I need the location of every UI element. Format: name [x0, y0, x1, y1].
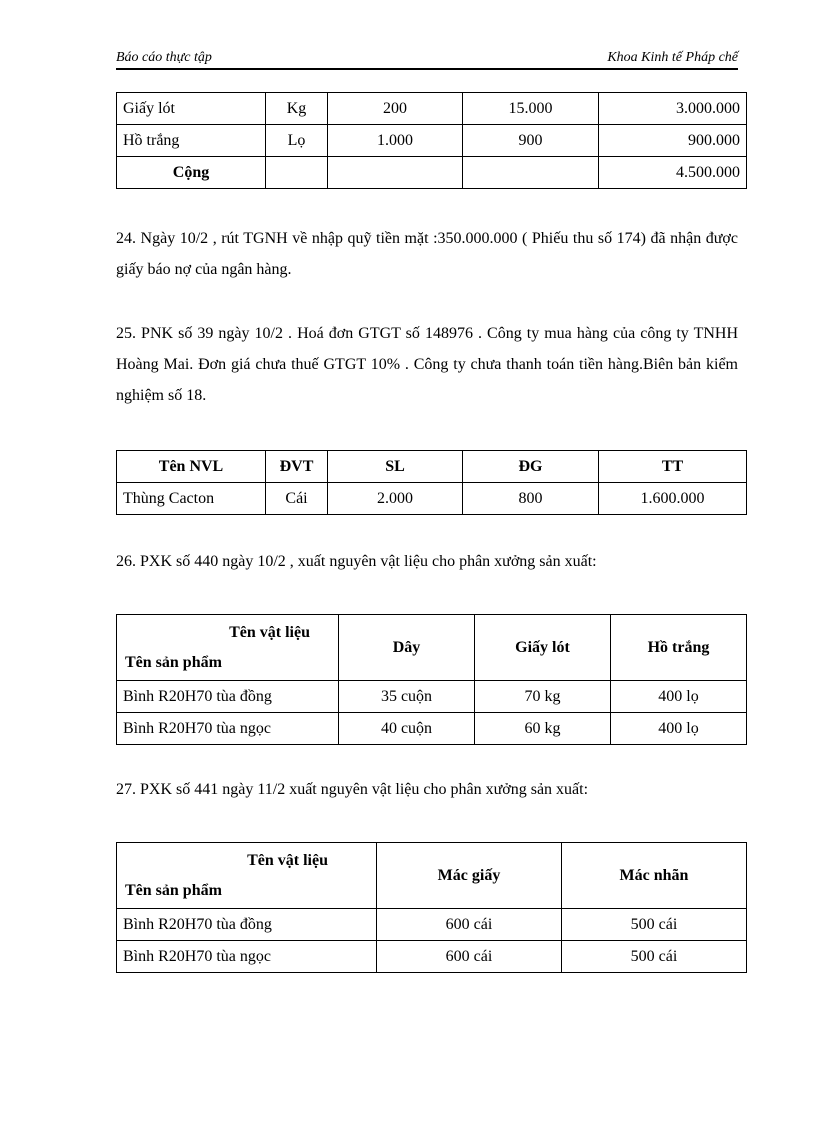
- corner-header-bottom: Tên sản phẩm: [125, 881, 222, 899]
- table-row: [117, 93, 747, 125]
- table-row: [117, 909, 747, 941]
- paragraph-24: 24. Ngày 10/2 , rút TGNH về nhập quỹ tiền mặt :350.000.000 ( Phiếu thu số 174) đã nhận được giấy báo nợ của ngân hàng.: [116, 230, 738, 278]
- table-cell: 900: [463, 125, 599, 157]
- column-header: Mác giấy: [377, 843, 562, 909]
- column-header: ĐVT: [266, 451, 328, 483]
- table-row: [117, 941, 747, 973]
- corner-header: [117, 615, 339, 681]
- total-value: 4.500.000: [599, 157, 747, 189]
- table-cell: Bình R20H70 tùa ngọc: [117, 941, 377, 973]
- table-cell: 900.000: [599, 125, 747, 157]
- column-header: TT: [599, 451, 747, 483]
- corner-header: [117, 843, 377, 909]
- table-cell: 3.000.000: [599, 93, 747, 125]
- table-cell: Thùng Cacton: [117, 483, 266, 515]
- table-cell: [266, 157, 328, 189]
- table-cell: Giấy lót: [117, 93, 266, 125]
- column-header: Mác nhãn: [562, 843, 747, 909]
- corner-header-bottom: Tên sản phẩm: [125, 653, 222, 671]
- table-cell: [328, 157, 463, 189]
- table-cell: 400 lọ: [611, 713, 747, 745]
- table-row: [117, 483, 747, 515]
- total-row: [117, 157, 747, 189]
- table-cell: 1.600.000: [599, 483, 747, 515]
- issue-table-26: [116, 614, 747, 745]
- column-header: Giấy lót: [475, 615, 611, 681]
- paragraph-25: 25. PNK số 39 ngày 10/2 . Hoá đơn GTGT số 148976 . Công ty mua hàng của công ty TNHH Hoàng Mai. Đơn giá chưa thuế GTGT 10% . Công ty chưa thanh toán tiền hàng.Biên bản kiểm nghiệm số 18.: [116, 325, 738, 404]
- column-header: ĐG: [463, 451, 599, 483]
- page-header: [116, 48, 738, 70]
- column-header: SL: [328, 451, 463, 483]
- table-cell: 600 cái: [377, 909, 562, 941]
- column-header: Tên NVL: [117, 451, 266, 483]
- column-header: Hồ trắng: [611, 615, 747, 681]
- materials-table-1: [116, 92, 747, 189]
- table-cell: Kg: [266, 93, 328, 125]
- table-cell: [463, 157, 599, 189]
- table-row: [117, 125, 747, 157]
- table-cell: Hồ trắng: [117, 125, 266, 157]
- issue-table-27: [116, 842, 747, 973]
- table-cell: Bình R20H70 tùa đồng: [117, 681, 339, 713]
- total-label: Cộng: [117, 157, 266, 189]
- corner-header-top: Tên vật liệu: [229, 623, 310, 641]
- table-cell: 40 cuộn: [339, 713, 475, 745]
- table-cell: 500 cái: [562, 941, 747, 973]
- corner-header-top: Tên vật liệu: [247, 851, 328, 869]
- table-cell: 60 kg: [475, 713, 611, 745]
- paragraph-27: 27. PXK số 441 ngày 11/2 xuất nguyên vật liệu cho phân xưởng sản xuất:: [116, 781, 589, 798]
- table-header-row: [117, 615, 747, 681]
- materials-table-2: [116, 450, 747, 515]
- table-cell: 2.000: [328, 483, 463, 515]
- table-row: [117, 713, 747, 745]
- table-cell: Cái: [266, 483, 328, 515]
- table-cell: 800: [463, 483, 599, 515]
- table-cell: Lọ: [266, 125, 328, 157]
- table-cell: 500 cái: [562, 909, 747, 941]
- table-row: [117, 681, 747, 713]
- table-cell: 600 cái: [377, 941, 562, 973]
- paragraph-26: 26. PXK số 440 ngày 10/2 , xuất nguyên vật liệu cho phân xưởng sản xuất:: [116, 553, 597, 570]
- table-header-row: [117, 451, 747, 483]
- table-cell: 1.000: [328, 125, 463, 157]
- column-header: Dây: [339, 615, 475, 681]
- table-cell: 200: [328, 93, 463, 125]
- table-cell: 70 kg: [475, 681, 611, 713]
- table-cell: 15.000: [463, 93, 599, 125]
- table-cell: Bình R20H70 tùa đồng: [117, 909, 377, 941]
- table-cell: Bình R20H70 tùa ngọc: [117, 713, 339, 745]
- table-cell: 35 cuộn: [339, 681, 475, 713]
- header-left: Báo cáo thực tập: [116, 50, 212, 65]
- table-cell: 400 lọ: [611, 681, 747, 713]
- header-right: Khoa Kinh tế Pháp chế: [607, 50, 738, 65]
- table-header-row: [117, 843, 747, 909]
